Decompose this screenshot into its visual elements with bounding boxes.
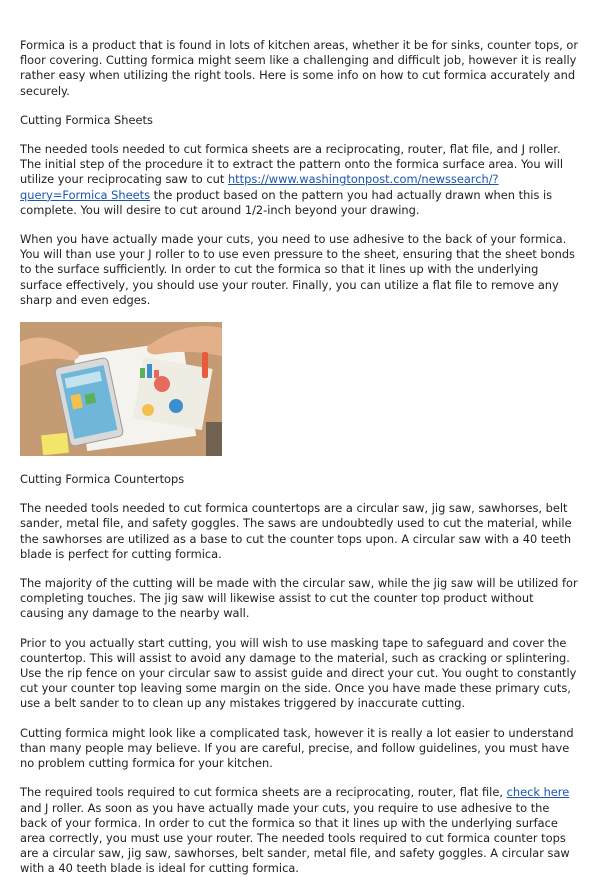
check-here-link[interactable]: check here bbox=[506, 785, 570, 800]
section-heading-sheets: Cutting Formica Sheets bbox=[20, 112, 153, 127]
sticky-note bbox=[41, 433, 69, 456]
countertops-paragraph-2: The majority of the cutting will be made with the circular saw, while the jig saw will be utilized for completing touches. The jig saw will likewise assist to cut the counter top product without causing any damage to the nearby wall. bbox=[20, 576, 578, 621]
sheets-paragraph-1 bbox=[20, 142, 580, 218]
paper-sheet-2 bbox=[133, 357, 213, 430]
sheets-p1-text-b: the product based on the pattern you had actually drawn when this is complete. You will desire to cut around 1/2-inch beyond your drawing. bbox=[20, 187, 553, 217]
countertops-p5-text-b: and J roller. As soon as you have actually made your cuts, you require to use adhesive to the back of your formica. In order to cut the formica so that it lines up with the underlying surface area correctly, you must use your router. The needed tools required to cut formica counter tops are a circular saw, jig saw, sawhorses, belt sander, metal file, and safety goggles. A circular saw with a 40 teeth blade is ideal for cutting formica. bbox=[20, 800, 570, 876]
sheets-p1-text-a: The needed tools needed to cut formica sheets are a reciprocating, router, flat file, and J roller. The initial step of the procedure it to extract the pattern onto the formica surface area. You will utilize your reciprocating saw to cut bbox=[20, 142, 564, 187]
washingtonpost-link[interactable]: https://www.washingtonpost.com/newssearch/?query=Formica Sheets bbox=[20, 172, 499, 202]
countertops-paragraph-3: Prior to you actually start cutting, you will wish to use masking tape to safeguard and cover the countertop. This will assist to avoid any damage to the material, such as cracking or splintering. Use the rip fence on your circular saw to assist guide and direct your cut. You ought to constantly cut your counter top leaving some margin on the side. Once you have made these primary cuts, use a belt sander to to clean up any mistakes triggered by inaccurate cutting. bbox=[20, 635, 577, 711]
article bbox=[20, 38, 580, 877]
sheets-paragraph-2: When you have actually made your cuts, you need to use adhesive to the back of your formica. You will than use your J roller to to use even pressure to the sheet, ensuring that the sheet bonds to the surface sufficiently. In order to cut the formica so that it lines up with the underlying surface effectively, you should use your router. Finally, you can utilize a flat file to remove any sharp and even edges. bbox=[20, 232, 575, 307]
intro-paragraph: Formica is a product that is found in lots of kitchen areas, whether it be for sinks, counter tops, or floor covering. Cutting formica might seem like a challenging and difficult job, however it is really rather easy when utilizing the right tools. Here is some info on how to cut formica accurately and securely. bbox=[20, 38, 579, 98]
countertops-paragraph-4: Cutting formica might look like a complicated task, however it is really a lot easier to understand than many people may believe. If you are careful, precise, and follow guidelines, you must have no problem cutting formica for your kitchen. bbox=[20, 725, 574, 771]
countertops-paragraph-1: The needed tools needed to cut formica countertops are a circular saw, jig saw, sawhorses, belt sander, metal file, and safety goggles. The saws are undoubtedly used to cut the material, while the sawhorses are utilized as a base to cut the counter tops upon. A circular saw with a 40 teeth blade is perfect for cutting formica. bbox=[20, 501, 572, 561]
marker bbox=[202, 352, 208, 378]
section-heading-countertops: Cutting Formica Countertops bbox=[20, 472, 185, 487]
countertops-paragraph-5 bbox=[20, 785, 580, 876]
tablet-desk-photo bbox=[20, 322, 222, 456]
countertops-p5-text-a: The required tools required to cut formica sheets are a reciprocating, router, flat file, bbox=[20, 785, 507, 800]
